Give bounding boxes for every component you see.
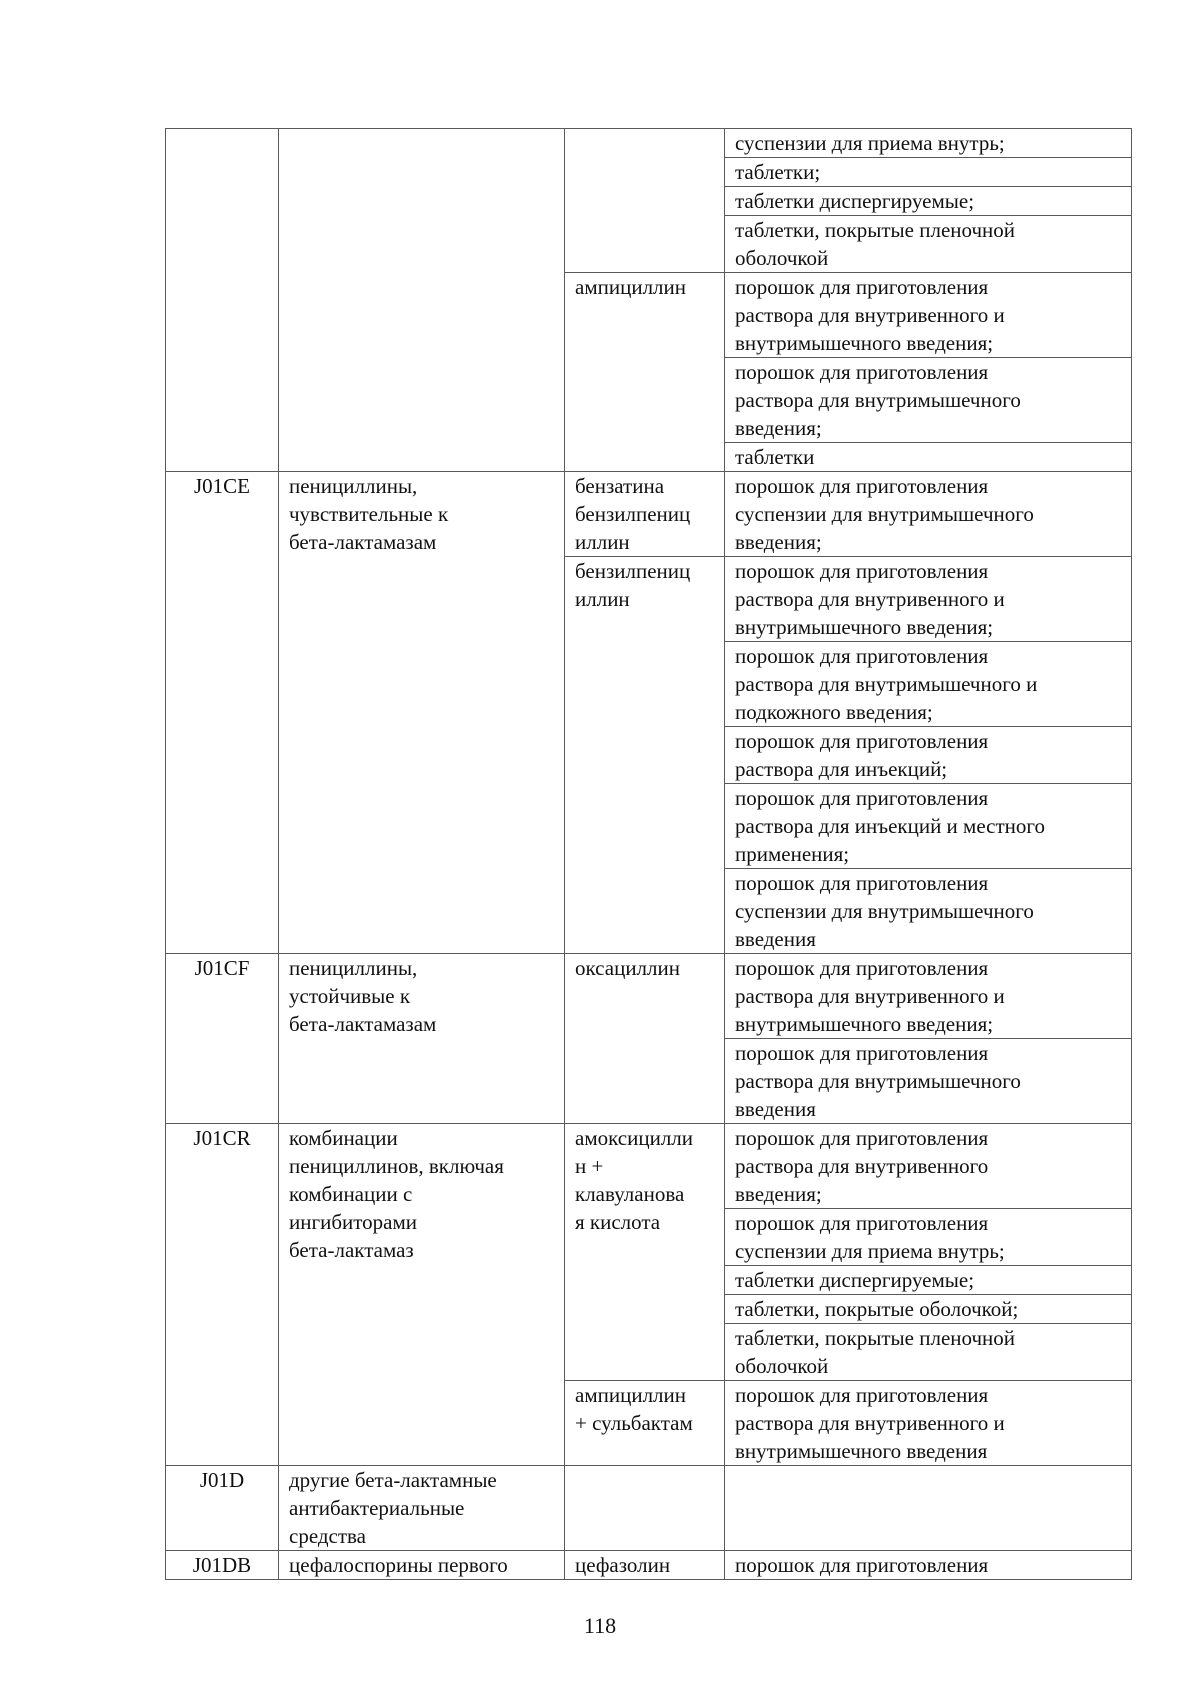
drug-name-cell: ампициллин: [565, 273, 725, 472]
table-row: [166, 1466, 1132, 1551]
group-name-cell: пенициллины, устойчивые к бета-лактамазам: [279, 954, 565, 1124]
drug-table: [165, 128, 1132, 1580]
dosage-form-cell: порошок для приготовления раствора для внутримышечного и подкожного введения;: [725, 642, 1132, 727]
drug-name-cell: бензатина бензилпениц иллин: [565, 472, 725, 557]
dosage-form-cell: таблетки, покрытые оболочкой;: [725, 1295, 1132, 1324]
group-name-cell: комбинации пенициллинов, включая комбинации с ингибиторами бета-лактамаз: [279, 1124, 565, 1466]
group-name-cell: цефалоспорины первого: [279, 1551, 565, 1580]
dosage-form-cell: порошок для приготовления раствора для внутримышечного введения;: [725, 358, 1132, 443]
atc-code-cell: J01CE: [166, 472, 279, 954]
dosage-form-cell: таблетки, покрытые пленочной оболочкой: [725, 1324, 1132, 1381]
dosage-form-cell: порошок для приготовления суспензии для приема внутрь;: [725, 1209, 1132, 1266]
dosage-form-cell: таблетки диспергируемые;: [725, 187, 1132, 216]
dosage-form-cell: порошок для приготовления раствора для инъекций и местного применения;: [725, 784, 1132, 869]
drug-name-cell: цефазолин: [565, 1551, 725, 1580]
atc-code-cell: J01D: [166, 1466, 279, 1551]
dosage-form-cell: суспензии для приема внутрь;: [725, 129, 1132, 158]
dosage-form-cell: порошок для приготовления раствора для внутримышечного введения: [725, 1039, 1132, 1124]
drug-name-cell: амоксицилли н + клавуланова я кислота: [565, 1124, 725, 1381]
atc-code-cell: J01CR: [166, 1124, 279, 1466]
table-row: [166, 129, 1132, 158]
table-row: [166, 472, 1132, 557]
dosage-form-cell: порошок для приготовления раствора для внутривенного и внутримышечного введения;: [725, 954, 1132, 1039]
group-name-cell: другие бета-лактамные антибактериальные средства: [279, 1466, 565, 1551]
atc-code-cell: J01DB: [166, 1551, 279, 1580]
drug-name-cell: ампициллин + сульбактам: [565, 1381, 725, 1466]
table-row: [166, 1551, 1132, 1580]
table-row: [166, 954, 1132, 1039]
atc-code-cell: J01CF: [166, 954, 279, 1124]
drug-name-cell: бензилпениц иллин: [565, 557, 725, 954]
table-row: [166, 1124, 1132, 1209]
dosage-form-cell: порошок для приготовления: [725, 1551, 1132, 1580]
dosage-form-cell: таблетки;: [725, 158, 1132, 187]
dosage-form-cell: порошок для приготовления раствора для внутривенного и внутримышечного введения: [725, 1381, 1132, 1466]
dosage-form-cell: таблетки, покрытые пленочной оболочкой: [725, 216, 1132, 273]
atc-code-cell: [166, 129, 279, 472]
group-name-cell: пенициллины, чувствительные к бета-лактамазам: [279, 472, 565, 954]
group-name-cell: [279, 129, 565, 472]
dosage-form-cell: порошок для приготовления суспензии для внутримышечного введения: [725, 869, 1132, 954]
drug-name-cell: оксациллин: [565, 954, 725, 1124]
drug-name-cell: [565, 1466, 725, 1551]
dosage-form-cell: порошок для приготовления раствора для внутривенного и внутримышечного введения;: [725, 273, 1132, 358]
dosage-form-cell: таблетки диспергируемые;: [725, 1266, 1132, 1295]
page-number: 118: [583, 1613, 617, 1638]
dosage-form-cell: таблетки: [725, 443, 1132, 472]
dosage-form-cell: [725, 1466, 1132, 1551]
dosage-form-cell: порошок для приготовления раствора для внутривенного и внутримышечного введения;: [725, 557, 1132, 642]
dosage-form-cell: порошок для приготовления раствора для внутривенного введения;: [725, 1124, 1132, 1209]
dosage-form-cell: порошок для приготовления суспензии для внутримышечного введения;: [725, 472, 1132, 557]
dosage-form-cell: порошок для приготовления раствора для инъекций;: [725, 727, 1132, 784]
drug-name-cell: [565, 129, 725, 273]
